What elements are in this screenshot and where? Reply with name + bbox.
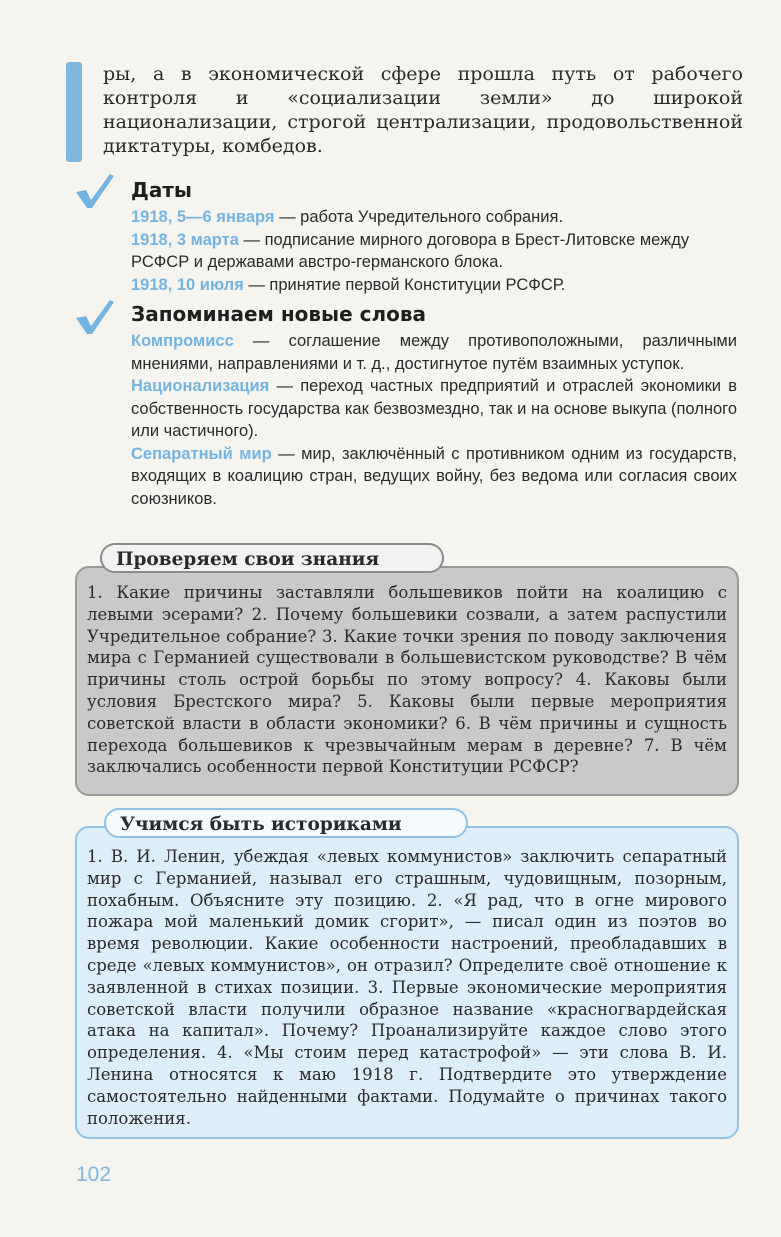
glossary-item xyxy=(131,375,737,443)
date-text: — подписание мирного договора в Брест-Литовске между РСФСР и державами австро-германского блока. xyxy=(131,230,690,271)
glossary-definition: — соглашение между противоположными, различными мнениями, направлениями и т. д., достигнутое путём взаимных уступок. xyxy=(131,332,737,373)
date-item xyxy=(131,274,737,297)
check-knowledge-box xyxy=(75,566,739,796)
check-knowledge-title: Проверяем свои знания xyxy=(100,543,444,573)
glossary-item xyxy=(131,443,737,511)
date-text: — работа Учредительного собрания. xyxy=(274,208,564,226)
new-words-title: Запоминаем новые слова xyxy=(131,302,427,326)
dates-title: Даты xyxy=(131,178,192,202)
historian-title: Учимся быть историками xyxy=(104,808,468,838)
glossary-term: Национализация xyxy=(131,377,270,395)
date-label: 1918, 10 июля xyxy=(131,275,244,294)
glossary-term: Сепаратный мир xyxy=(131,444,272,463)
glossary-definition: — переход частных предприятий и отраслей экономики в собственность государства как безвозмездно, так и на основе выкупа (полного или частичного). xyxy=(131,377,737,440)
dates-list xyxy=(131,206,737,296)
glossary-item xyxy=(131,330,737,375)
date-text: — принятие первой Конституции РСФСР. xyxy=(243,275,566,294)
historian-questions: 1. В. И. Ленин, убеждая «левых коммунистов» заключить сепаратный мир с Германией, называл его страшным, чудовищным, позорным, похабным. Объясните эту позицию. 2. «Я рад, что в огне мирового пожара мой маленький домик сгорит», — писал один из поэтов во время революции. Какие особенности настроений, преобладавших в среде «левых коммунистов», он отразил? Определите своё отношение к заявленной в стихах позиции. 3. Первые экономические мероприятия советской власти получили образное название «красногвардейская атака на капитал». Почему? Проанализируйте каждое слово этого определения. 4. «Мы стоим перед катастрофой» — эти слова В. И. Ленина относятся к маю 1918 г. Подтвердите это утверждение самостоятельно найденными фактами. Подумайте о причинах такого положения. xyxy=(87,847,727,1128)
check-mark-icon xyxy=(72,170,116,210)
check-mark-icon xyxy=(72,296,116,336)
glossary-term: Компромисс xyxy=(131,332,234,350)
glossary xyxy=(131,330,737,510)
intro-paragraph: ры, а в экономической сфере прошла путь от рабочего контроля и «социализации земли» до широкой национализации, строгой централизации, продовольственной диктатуры, комбедов. xyxy=(103,63,743,157)
page-number: 102 xyxy=(76,1163,112,1186)
date-label: 1918, 5—6 января xyxy=(131,208,275,226)
check-knowledge-questions: 1. Какие причины заставляли большевиков пойти на коалицию с левыми эсерами? 2. Почему большевики созвали, а затем распустили Учредительное собрание? 3. Какие точки зрения по поводу заключения мира с Германией существовали в большевистском руководстве? В чём причины столь острой борьбы по этому вопросу? 4. Каковы были условия Брестского мира? 5. Каковы были первые мероприятия советской власти в области экономики? 6. В чём причины и сущность перехода большевиков к чрезвычайным мерам в деревне? 7. В чём заключались особенности первой Конституции РСФСР? xyxy=(87,583,727,777)
date-label: 1918, 3 марта xyxy=(131,230,239,249)
glossary-definition: — мир, заключённый с противником одним из государств, входящих в коалицию стран, ведущих войну, без ведома или согласия своих союзников. xyxy=(131,444,737,508)
intro-accent-bar xyxy=(66,62,82,162)
date-item xyxy=(131,229,737,274)
date-item xyxy=(131,206,737,229)
historian-box xyxy=(75,826,739,1139)
